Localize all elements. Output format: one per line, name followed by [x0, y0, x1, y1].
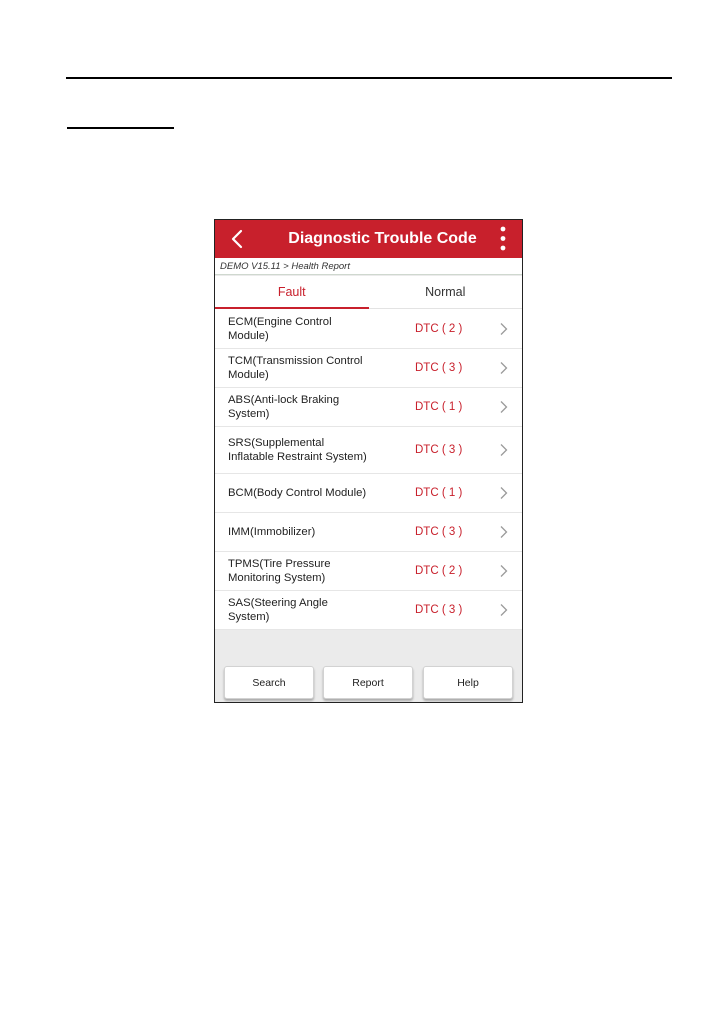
list-item[interactable]: [215, 426, 522, 474]
dtc-count: DTC ( 3 ): [415, 361, 463, 374]
system-name: SRS(Supplemental Inflatable Restraint System): [228, 436, 367, 463]
list-item[interactable]: [215, 387, 522, 427]
chevron-right-icon: [499, 322, 508, 335]
chevron-right-icon: [499, 361, 508, 374]
tab-bar: [215, 276, 522, 309]
system-list: [215, 309, 522, 629]
chevron-right-icon: [499, 486, 508, 499]
search-button[interactable]: Search: [224, 666, 314, 699]
system-name: ECM(Engine Control Module): [228, 315, 332, 342]
app-screen: [214, 219, 523, 703]
dtc-count: DTC ( 2 ): [415, 564, 463, 577]
dtc-count: DTC ( 3 ): [415, 603, 463, 616]
chevron-right-icon: [499, 603, 508, 616]
section-heading-underline: [67, 127, 174, 129]
page-header-rule: [66, 77, 672, 79]
system-name: IMM(Immobilizer): [228, 525, 316, 538]
dtc-count: DTC ( 2 ): [415, 322, 463, 335]
tab-normal[interactable]: Normal: [425, 285, 466, 299]
help-button[interactable]: Help: [423, 666, 513, 699]
system-name: BCM(Body Control Module): [228, 486, 367, 499]
system-name: ABS(Anti-lock Braking System): [228, 393, 340, 420]
dtc-count: DTC ( 1 ): [415, 400, 463, 413]
list-item[interactable]: [215, 473, 522, 513]
title-bar: [215, 220, 522, 258]
report-button[interactable]: Report: [323, 666, 413, 699]
list-item[interactable]: [215, 309, 522, 349]
dtc-count: DTC ( 1 ): [415, 486, 463, 499]
dtc-count: DTC ( 3 ): [415, 525, 463, 538]
dtc-count: DTC ( 3 ): [415, 443, 463, 456]
system-name: SAS(Steering Angle System): [228, 596, 328, 623]
system-name: TPMS(Tire Pressure Monitoring System): [228, 557, 331, 584]
chevron-right-icon: [499, 564, 508, 577]
tab-fault[interactable]: Fault: [215, 276, 369, 308]
list-item[interactable]: [215, 512, 522, 552]
list-item[interactable]: [215, 348, 522, 388]
chevron-right-icon: [499, 400, 508, 413]
more-vertical-icon[interactable]: [498, 224, 508, 254]
page-title: Diagnostic Trouble Code: [288, 230, 477, 247]
list-item[interactable]: [215, 590, 522, 630]
breadcrumb: DEMO V15.11 > Health Report: [215, 258, 522, 275]
system-name: TCM(Transmission Control Module): [228, 354, 363, 381]
chevron-right-icon: [499, 525, 508, 538]
list-item[interactable]: [215, 551, 522, 591]
chevron-right-icon: [499, 443, 508, 456]
